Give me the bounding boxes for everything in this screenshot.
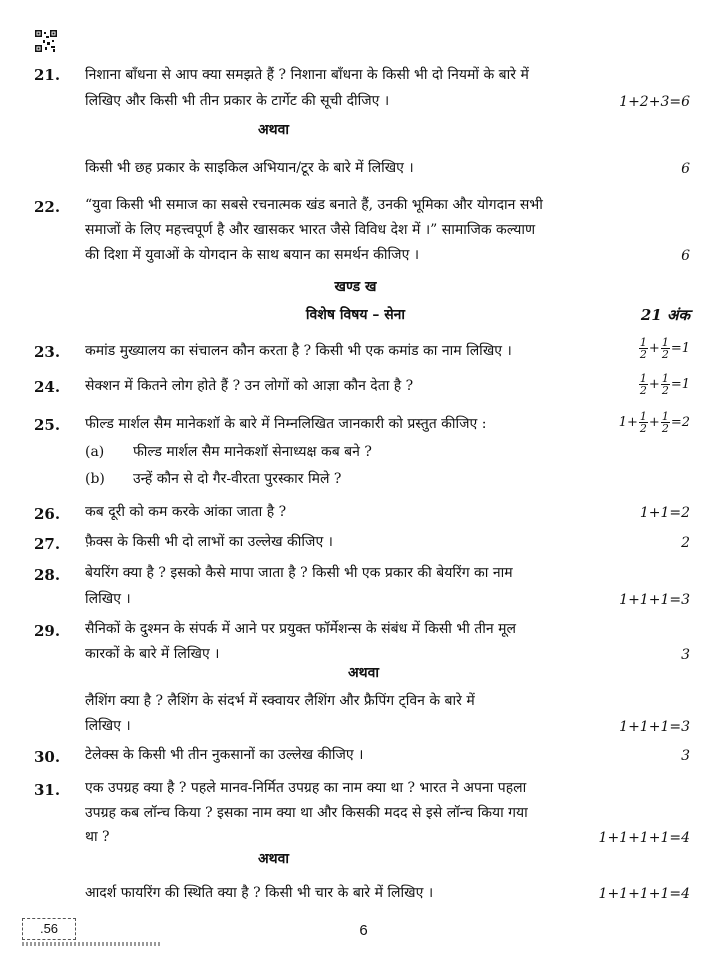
question-number: 25. [34,416,61,434]
marks: 1+1+1+1=4 [598,830,690,846]
barcode-strip [22,942,162,946]
question-text: लिखिए । [85,591,131,607]
question-text: लैशिंग क्या है ? लैशिंग के संदर्भ में स्क्वायर लैशिंग और फ्रैपिंग ट्विन के बारे में [85,693,475,709]
section-marks: 21 अंक [640,306,690,324]
question-text: सेक्शन में कितने लोग होते हैं ? उन लोगों को आज्ञा कौन देता है ? [85,378,414,394]
question-number: 22. [34,198,61,216]
question-text: था ? [85,829,110,845]
question-number: 24. [34,378,61,396]
question-text: कब दूरी को कम करके आंका जाता है ? [85,504,287,520]
sub-question-label: (a) [85,444,105,460]
question-text: कारकों के बारे में लिखिए । [85,646,220,662]
marks: 1+1+1+1=4 [598,886,690,902]
sub-question-label: (b) [85,471,105,487]
question-number: 29. [34,622,61,640]
question-number: 21. [34,66,61,84]
question-text: एक उपग्रह क्या है ? पहले मानव-निर्मित उपग्रह का नाम क्या था ? भारत ने अपना पहला [85,780,527,796]
question-text: निशाना बाँधना से आप क्या समझते हैं ? निशाना बाँधना के किसी भी दो नियमों के बारे में [85,67,529,83]
question-number: 26. [34,505,61,523]
marks: 1+1=2 [639,505,690,521]
question-text: समाजों के लिए महत्त्वपूर्ण है और खासकर भारत जैसे विविध देश में ।” सामाजिक कल्याण [85,222,536,238]
fraction: $\frac{1}{2}$ [639,410,647,435]
question-text: बेयरिंग क्या है ? इसको कैसे मापा जाता है ? किसी भी एक प्रकार की बेयरिंग का नाम [85,565,513,581]
question-number: 31. [34,781,61,799]
question-text: टेलेक्स के किसी भी तीन नुकसानों का उल्लेख कीजिए । [85,747,364,763]
fraction: $\frac{1}{2}$ [639,336,647,361]
question-text: की दिशा में युवाओं के योगदान के साथ बयान का समर्थन कीजिए । [85,247,420,263]
question-text: फ़ैक्स के किसी भी दो लाभों का उल्लेख कीजिए । [85,534,333,550]
question-number: 28. [34,566,61,584]
paper-code: .56 [22,918,76,940]
marks: 1+1+1=3 [619,592,690,608]
fraction: $\frac{1}{2}$ [639,372,647,397]
marks: 1+2+3=6 [619,94,690,110]
marks: $\frac{1}{2}$ + $\frac{1}{2}$ =1 [639,372,690,397]
marks: 6 [681,248,690,264]
or-divider: अथवा [347,665,380,681]
question-text: सैनिकों के दुश्मन के संपर्क में आने पर प्रयुक्त फॉर्मेशन्स के संबंध में किसी भी तीन मूल [85,621,516,637]
sub-question-text: फील्ड मार्शल सैम मानेकशॉ सेनाध्यक्ष कब बने ? [133,444,372,460]
question-number: 23. [34,343,61,361]
sub-question-text: उन्हें कौन से दो गैर-वीरता पुरस्कार मिले ? [133,471,342,487]
fraction: $\frac{1}{2}$ [661,336,669,361]
question-text: लिखिए और किसी भी तीन प्रकार के टार्गेट की सूची दीजिए । [85,93,390,109]
qr-code [35,30,57,52]
fraction: $\frac{1}{2}$ [661,410,669,435]
question-text: उपग्रह कब लॉन्च किया ? इसका नाम क्या था और किसकी मदद से इसे लॉन्च किया गया [85,805,528,821]
question-text: किसी भी छह प्रकार के साइकिल अभियान/टूर के बारे में लिखिए । [85,160,414,176]
marks: 3 [681,748,690,764]
page-number: 6 [359,922,368,939]
or-divider: अथवा [257,851,290,867]
question-number: 30. [34,748,61,766]
question-number: 27. [34,535,61,553]
question-text: लिखिए । [85,718,131,734]
question-text: आदर्श फायरिंग की स्थिति क्या है ? किसी भी चार के बारे में लिखिए । [85,885,434,901]
or-divider: अथवा [257,122,290,138]
marks: 3 [681,647,690,663]
question-text: फील्ड मार्शल सैम मानेकशॉ के बारे में निम्नलिखित जानकारी को प्रस्तुत कीजिए : [85,416,487,432]
marks: 1+ $\frac{1}{2}$ + $\frac{1}{2}$ =2 [618,410,690,435]
fraction: $\frac{1}{2}$ [661,372,669,397]
question-text: “युवा किसी भी समाज का सबसे रचनात्मक खंड बनाते हैं, उनकी भूमिका और योगदान सभी [85,197,543,213]
subject-title: विशेष विषय – सेना [305,307,406,323]
marks: 2 [681,535,690,551]
question-text: कमांड मुख्यालय का संचालन कौन करता है ? किसी भी एक कमांड का नाम लिखिए । [85,343,512,359]
marks: 6 [681,161,690,177]
marks: 1+1+1=3 [619,719,690,735]
marks: $\frac{1}{2}$ + $\frac{1}{2}$ =1 [639,336,690,361]
section-title: खण्ड ख [334,279,377,295]
